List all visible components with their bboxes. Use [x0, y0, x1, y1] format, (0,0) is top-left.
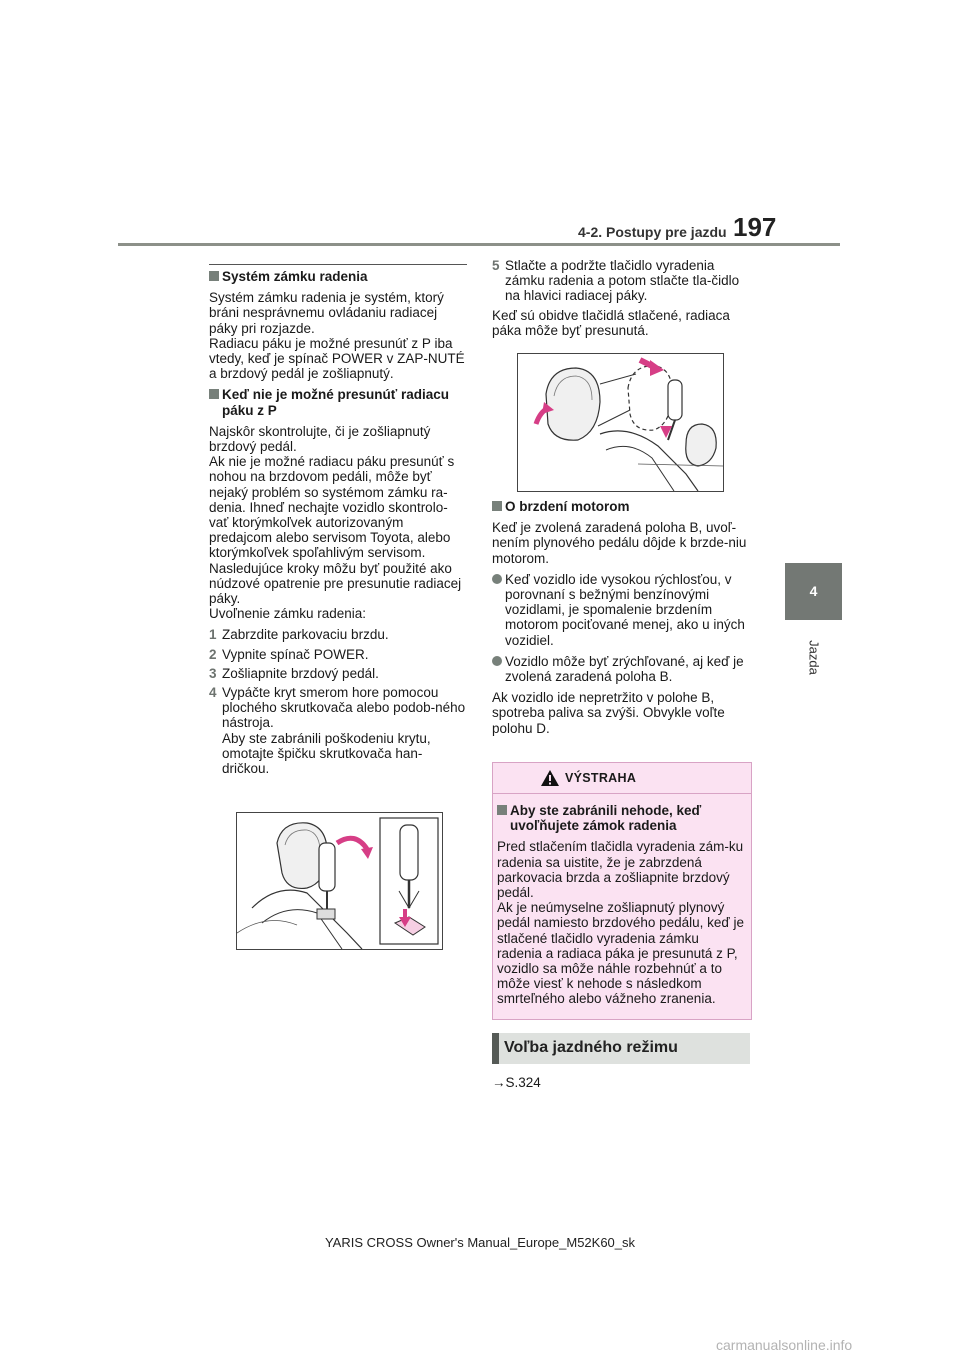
warning-triangle-icon [540, 769, 560, 787]
engine-brake-text: Keď je zvolená zaradená poloha B, uvoľ-nením plynového pedálu dôjde k brzde-niu motorom. [492, 520, 747, 566]
drive-mode-heading: Voľba jazdného režimu [492, 1033, 750, 1064]
engine-brake-heading: O brzdení motorom [492, 499, 750, 514]
header-divider [118, 243, 840, 246]
section-title: 4-2. Postupy pre jazdu [578, 224, 727, 240]
cannot-shift-heading: Keď nie je možné presunúť radiacu páku z P [209, 387, 467, 417]
list-item: 3 Zošliapnite brzdový pedál. [209, 665, 379, 681]
chapter-tab-number: 4 [809, 583, 818, 599]
chapter-tab [785, 563, 842, 620]
warning-text: Pred stlačením tlačidla vyradenia zám-ku radenia sa uistite, že je zabrzdená parkovacia brzda a zošliapnite brzdový pedál. Ak je neúmyselne zošliapnutý plynový pedál namiesto brzdového pedálu, keď je stlačené tlačidlo vyradenia zámku radenia a radiaca páka je presunutá z P, vozidlo sa môže náhle rozbehnúť a to môže viesť k nehode s následkom smrteľného alebo vážneho zranenia. [497, 839, 744, 1007]
shift-lock-heading: Systém zámku radenia [209, 269, 467, 284]
page-number: 197 [733, 212, 777, 242]
warning-box [492, 762, 752, 1020]
square-bullet-icon [492, 501, 502, 511]
step5-note: Keď sú obidve tlačidlá stlačené, radiaca páka môže byť presunutá. [492, 307, 730, 338]
round-bullet-icon [492, 574, 502, 584]
square-bullet-icon [209, 271, 219, 281]
page-reference-link[interactable]: →S.324 [492, 1075, 541, 1090]
list-item: 2 Vypnite spínač POWER. [209, 646, 369, 662]
cannot-shift-text: Najskôr skontrolujte, či je zošliapnutý brzdový pedál. Ak nie je možné radiacu páku presunúť s nohou na brzdovom pedáli, môže byť nejaký problém so systémom zámku ra-denia. Ihneď nechajte vozidlo skontrolo-vať ktorýmkoľvek autorizovaným predajcom alebo servisom Toyota, alebo ktorýmkoľvek spoľahlivým servisom. Nasledujúce kroky môžu byť použité ako núdzové opatrenie pre presunutie radiacej páky. Uvoľnenie zámku radenia: [209, 423, 462, 622]
manual-footer: YARIS CROSS Owner's Manual_Europe_M52K60_sk [324, 1235, 636, 1250]
list-item: 4 Vypáčte kryt smerom hore pomocou plochého skrutkovača alebo podob-ného nástroja. Aby ste zabránili poškodeniu krytu, omotajte špičku skrutkovača han-dričkou. [209, 685, 466, 777]
warning-heading: Aby ste zabránili nehode, keď uvoľňujete zámok radenia [497, 803, 746, 833]
cover-removal-drawing [237, 813, 442, 949]
watermark: carmanualsonline.info [716, 1337, 853, 1353]
list-item: 1 Zabrzdite parkovaciu brzdu. [209, 627, 389, 643]
square-bullet-icon [209, 389, 219, 399]
section-rule [209, 264, 467, 265]
heading-accent-bar [492, 1033, 499, 1064]
square-bullet-icon [497, 805, 507, 815]
chapter-label-text: Jazda [806, 640, 821, 675]
shift-lock-text: Systém zámku radenia je systém, ktorý bráni nesprávnemu ovládaniu radiacej páky pri rozjazde. Radiacu páku je možné presunúť z P iba vtedy, keď je spínač POWER v ZAP-NUTÉ a brzdový pedál je zošliapnutý. [209, 290, 465, 382]
release-button-drawing [518, 354, 723, 491]
engine-brake-section [492, 496, 750, 742]
right-column [492, 258, 750, 344]
release-button-illustration [517, 353, 724, 492]
list-item: 5 Stlačte a podržte tlačidlo vyradenia zámku radenia a potom stlačte tla-čidlo na hlavici radiacej páky. [492, 258, 740, 304]
fuel-consumption-text: Ak vozidlo ide nepretržito v polohe B, spotreba paliva sa zvýši. Obvykle voľte polohu D. [492, 690, 725, 736]
warning-title: VÝSTRAHA [565, 771, 637, 785]
warning-body [493, 794, 751, 1007]
left-column [209, 264, 467, 782]
round-bullet-icon [492, 656, 502, 666]
list-item: Keď vozidlo ide vysokou rýchlosťou, v porovnaní s bežnými benzínovými vozidlami, je spomalenie brzdením motorom pociťované menej, ako u iných vozidiel. [492, 572, 750, 648]
cover-removal-illustration [236, 812, 443, 950]
list-item: Vozidlo môže byť zrýchľované, aj keď je zvolená zaradená poloha B. [492, 654, 750, 684]
warning-header [493, 763, 751, 794]
chapter-label [785, 626, 842, 696]
release-steps [209, 627, 467, 776]
